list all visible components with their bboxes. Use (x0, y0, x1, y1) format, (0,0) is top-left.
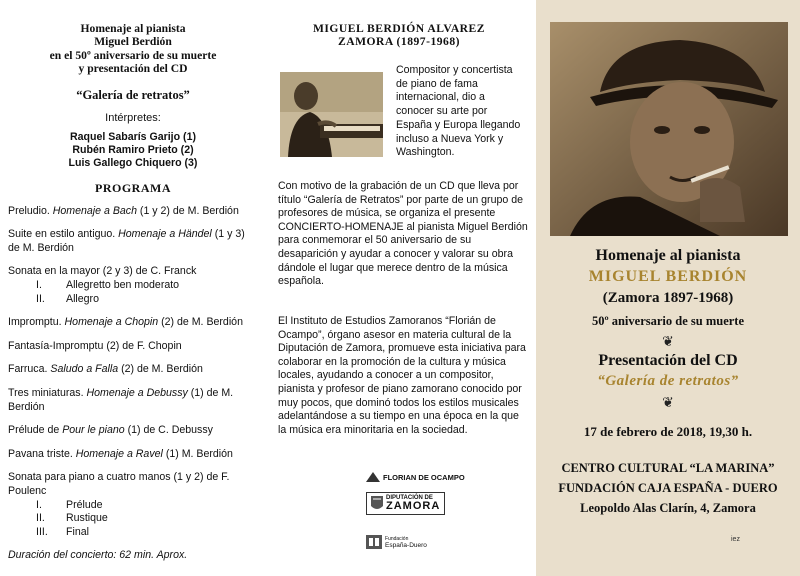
program-item (8, 471, 258, 539)
work-form: Farruca. (8, 363, 51, 376)
movement (8, 293, 258, 307)
movement-title: Prélude (66, 498, 103, 511)
program-item-title (8, 424, 258, 438)
work-form: Tres miniaturas. (8, 386, 87, 399)
program-item (8, 228, 258, 255)
work-form: Sonata en la mayor (2 y 3) de C. Franck (8, 265, 197, 278)
coat-of-arms-icon (371, 496, 383, 512)
work-form: Prélude de (8, 424, 63, 437)
program-item (8, 363, 258, 377)
movement-number: II. (36, 292, 45, 305)
movement-title: Final (66, 525, 89, 538)
cover-pianist-name: MIGUEL BERDIÓN (588, 268, 748, 285)
work-subtitle: Homenaje a Händel (118, 228, 212, 241)
cover-panel (536, 0, 800, 576)
program-item-title (8, 205, 258, 219)
cover-birth-years: (Zamora 1897-1968) (602, 290, 734, 306)
biography-title: MIGUEL BERDIÓN ALVAREZ (312, 22, 486, 35)
movement-title: Rustique (66, 512, 108, 525)
work-performers-composer: (1) de C. Debussy (124, 424, 213, 437)
header-line: en el 50º aniversario de su muerte (49, 48, 217, 62)
work-form: Fantasía-Impromptu (2) de F. Chopin (8, 339, 182, 352)
work-subtitle: Homenaje a Chopin (64, 316, 159, 329)
work-performers-composer: (1) de M. Berdión (8, 386, 234, 413)
fundacion-espana-duero-logo: Fundación España-Duero (366, 535, 427, 549)
header-line: Homenaje al pianista (80, 22, 186, 35)
performers-label: Intérpretes: (105, 111, 161, 124)
foundation-icon (366, 535, 382, 549)
work-subtitle: Homenaje a Ravel (75, 447, 163, 460)
program-item (8, 340, 258, 354)
concert-description: Con motivo de la grabación de un CD que lleva por título “Galería de Retratos” por parte de un grupo de profesores de música, se organiza el presente CONCIERTO-HOMENAJE al pianista Miguel Berdión para conmemorar el 50 aniversario de su desaparición y ayudar a conocer y valorar su obra dándole el lugar que merece dentro de la música española. (278, 180, 528, 288)
biography-subtitle: ZAMORA (1897-1968) (337, 35, 461, 49)
program-panel (0, 0, 268, 576)
work-form: Suite en estilo antiguo. (8, 228, 119, 241)
cover-album-title: “Galería de retratos” (597, 373, 739, 389)
diputacion-zamora-logo: DIPUTACIÓN DE ZAMORA (366, 492, 445, 515)
program-item-title (8, 228, 258, 255)
movement-title: Allegro (66, 292, 99, 305)
program-item (8, 387, 258, 414)
movement-number: III. (36, 525, 48, 538)
cover-anniversary: 50º aniversario de su muerte (591, 314, 745, 328)
program-item (8, 265, 258, 306)
cover-homage-line: Homenaje al pianista (595, 247, 741, 264)
performer: Rubén Ramiro Prieto (2) (72, 143, 194, 156)
work-performers-composer: (1) M. Berdión (162, 447, 233, 460)
work-form: Impromptu. (8, 316, 65, 329)
iez-logo: iez (731, 536, 740, 543)
performers-list (8, 131, 258, 170)
program-item-title (8, 471, 258, 498)
work-performers-composer: (1 y 3) de M. Berdión (8, 228, 245, 254)
homage-header (8, 22, 258, 76)
work-performers-composer: (2) de M. Berdión (118, 363, 203, 376)
institute-icon (366, 472, 380, 482)
movement-number: I. (36, 279, 42, 291)
work-subtitle: Homenaje a Bach (52, 204, 137, 217)
movement (8, 499, 258, 513)
movement (8, 279, 258, 293)
flourish-icon: ❦ (662, 333, 674, 349)
cover-cd-presentation: Presentación del CD (598, 352, 738, 369)
work-subtitle: Homenaje a Debussy (86, 386, 188, 399)
movement-title: Allegretto ben moderato (66, 279, 180, 291)
biography-intro: Compositor y concertista de piano de fama internacional, dio a conocer su arte por España y Europa llegando incluso a Nueva York y Washington. (396, 64, 521, 159)
program-item (8, 424, 258, 438)
event-date: 17 de febrero de 2018, 19,30 h. (583, 424, 753, 439)
program-item (8, 316, 258, 330)
biography-panel (268, 0, 536, 576)
movement-number: II. (36, 512, 45, 525)
program-item-title (8, 316, 258, 330)
program-item-title (8, 265, 258, 279)
concert-duration: Duración del concierto: 62 min. Aprox. (8, 549, 188, 562)
program-item (8, 205, 258, 219)
program-item-title (8, 387, 258, 414)
work-subtitle: Pour le piano (62, 424, 125, 437)
movement-number: I. (36, 498, 42, 511)
header-line: y presentación del CD (78, 62, 188, 76)
movement (8, 512, 258, 526)
institute-description: El Instituto de Estudios Zamoranos “Florián de Ocampo”, órgano asesor en materia cultural de la Diputación de Zamora, promueve esta iniciativa para colaborar en la promoción de la cultura y música locales, ayudando a conocer a un compositor, pianista y profesor de piano zamorano conocido por muy pocos, que dominó todos los estilos musicales adelantándose a su tiempo en una época en la que la música era minoritaria en la sociedad. (278, 315, 526, 436)
venue-address: Leopoldo Alas Clarín, 4, Zamora (580, 501, 756, 515)
venue-name: CENTRO CULTURAL “LA MARINA” (561, 461, 775, 475)
header-line: Miguel Berdión (94, 35, 172, 49)
performer: Raquel Sabarís Garijo (1) (70, 130, 196, 143)
program-item (8, 448, 258, 462)
album-title: “Galería de retratos” (76, 87, 190, 102)
work-subtitle: Saludo a Falla (50, 363, 119, 376)
pianist-portrait-photo (550, 22, 788, 236)
program-item-title (8, 363, 258, 377)
work-performers-composer: (1 y 2) de M. Berdión (136, 204, 239, 217)
program-heading: PROGRAMA (95, 180, 171, 195)
flourish-icon: ❦ (662, 394, 674, 410)
program-item-title (8, 448, 258, 462)
program-list (8, 205, 258, 540)
work-performers-composer: (2) de M. Berdión (158, 316, 243, 329)
venue-foundation: FUNDACIÓN CAJA ESPAÑA - DUERO (558, 481, 778, 495)
florian-de-ocampo-logo: FLORIAN DE OCAMPO (366, 472, 465, 482)
performer: Luis Gallego Chiquero (3) (68, 156, 198, 169)
program-item-title (8, 340, 258, 354)
work-form: Pavana triste. (8, 447, 76, 460)
work-form: Preludio. (8, 204, 53, 217)
pianist-at-piano-photo (280, 72, 383, 157)
movement (8, 526, 258, 540)
work-form: Sonata para piano a cuatro manos (1 y 2) de F. Poulenc (8, 471, 230, 497)
